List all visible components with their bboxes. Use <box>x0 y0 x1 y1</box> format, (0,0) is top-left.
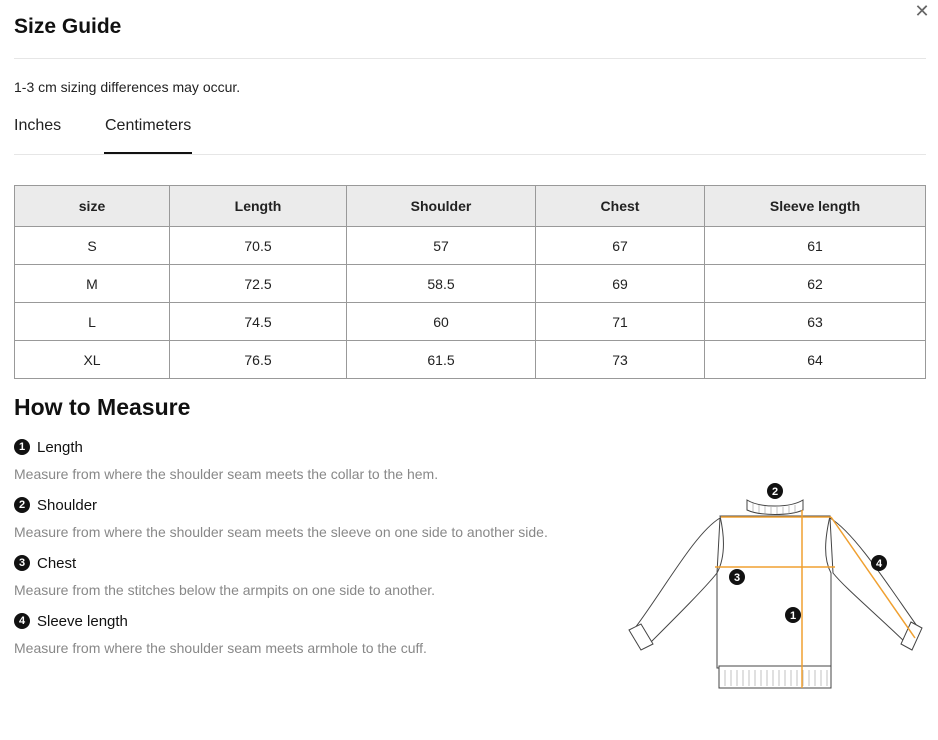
table-cell: 57 <box>347 227 536 265</box>
how-to-measure-title: How to Measure <box>14 394 191 420</box>
column-header-length: Length <box>170 186 347 227</box>
measure-item-chest <box>14 553 435 598</box>
table-cell: 58.5 <box>347 265 536 303</box>
table-cell: 67 <box>536 227 705 265</box>
table-cell: 64 <box>705 341 926 379</box>
measure-item-shoulder <box>14 495 548 540</box>
number-badge: 1 <box>14 439 30 455</box>
table-cell: M <box>15 265 170 303</box>
measure-label: Sleeve length <box>37 612 128 630</box>
column-header-sleeve-length: Sleeve length <box>705 186 926 227</box>
measure-label: Shoulder <box>37 496 98 514</box>
table-cell: 61.5 <box>347 341 536 379</box>
table-cell: 60 <box>347 303 536 341</box>
table-row <box>15 341 926 379</box>
measure-description: Measure from where the shoulder seam meets armhole to the cuff. <box>14 640 427 656</box>
measure-description: Measure from where the shoulder seam meets the collar to the hem. <box>14 466 439 482</box>
table-cell: 63 <box>705 303 926 341</box>
table-row <box>15 303 926 341</box>
table-cell: 71 <box>536 303 705 341</box>
column-header-shoulder: Shoulder <box>347 186 536 227</box>
svg-text:3: 3 <box>733 572 741 584</box>
table-cell: 72.5 <box>170 265 347 303</box>
table-cell: 70.5 <box>170 227 347 265</box>
svg-text:1: 1 <box>789 610 797 622</box>
sweater-measurement-diagram <box>625 478 925 693</box>
measure-description: Measure from the stitches below the armpits on one side to another. <box>14 582 436 598</box>
table-cell: 61 <box>705 227 926 265</box>
unit-tabs <box>14 117 926 155</box>
size-table <box>14 185 926 379</box>
measure-label: Chest <box>37 554 77 572</box>
close-icon[interactable]: ✕ <box>914 1 930 21</box>
table-cell: L <box>15 303 170 341</box>
table-cell: 76.5 <box>170 341 347 379</box>
measure-item-sleeve-length <box>14 611 427 656</box>
measure-item-length <box>14 437 438 482</box>
table-cell: 73 <box>536 341 705 379</box>
dialog-title: Size Guide <box>14 15 122 38</box>
table-header-row <box>15 186 926 227</box>
measure-description: Measure from where the shoulder seam meets the sleeve on one side to another side. <box>14 524 548 540</box>
table-cell: XL <box>15 341 170 379</box>
divider <box>14 58 926 59</box>
table-row <box>15 265 926 303</box>
column-header-size: size <box>15 186 170 227</box>
table-row <box>15 227 926 265</box>
number-badge: 3 <box>14 555 30 571</box>
tab-centimeters[interactable]: Centimeters <box>104 117 192 154</box>
number-badge: 4 <box>14 613 30 629</box>
measure-label: Length <box>37 438 83 456</box>
number-badge: 2 <box>14 497 30 513</box>
table-cell: 74.5 <box>170 303 347 341</box>
sizing-note: 1-3 cm sizing differences may occur. <box>14 79 241 95</box>
tab-inches[interactable]: Inches <box>14 117 62 134</box>
table-cell: 69 <box>536 265 705 303</box>
svg-text:2: 2 <box>771 486 779 498</box>
table-cell: 62 <box>705 265 926 303</box>
table-cell: S <box>15 227 170 265</box>
svg-text:4: 4 <box>875 558 883 570</box>
column-header-chest: Chest <box>536 186 705 227</box>
